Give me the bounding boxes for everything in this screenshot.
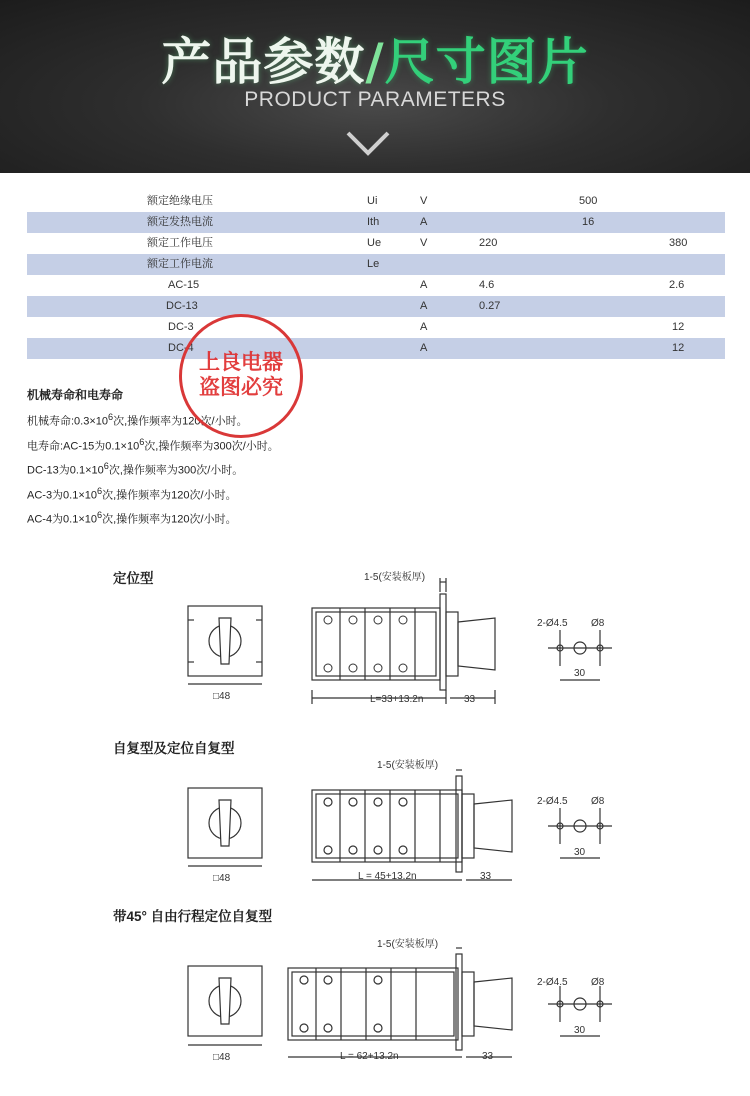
table-row: 额定工作电流 Le	[27, 254, 725, 275]
svg-text:L=33+13.2n: L=33+13.2n	[370, 694, 424, 705]
table-row: DC-3 A 12	[168, 321, 685, 333]
svg-text:30: 30	[574, 1025, 586, 1036]
svg-text:L = 62+13.2n: L = 62+13.2n	[340, 1051, 399, 1062]
svg-text:L = 45+13.2n: L = 45+13.2n	[358, 871, 417, 882]
svg-text:□48: □48	[213, 873, 231, 884]
life-heading: 机械寿命和电寿命	[27, 388, 124, 402]
table-row: 额定绝缘电压 Ui V 500	[147, 195, 598, 207]
svg-text:□48: □48	[213, 691, 231, 702]
header-banner	[0, 0, 750, 173]
svg-text:1-5(安装板厚): 1-5(安装板厚)	[364, 572, 426, 583]
page-subtitle: PRODUCT PARAMETERS	[244, 88, 506, 111]
dimension-drawing-3	[0, 936, 750, 1066]
drawing-title-3: 带45° 自由行程定位自复型	[113, 909, 273, 924]
life-line-4: AC-3为$0.1\times 10^6$次,操作频率为120次/小时。	[27, 485, 237, 502]
svg-text:Ø8: Ø8	[591, 977, 605, 988]
dimension-drawing-2	[0, 758, 750, 888]
life-line-3: DC-13为$0.1\times 10^6$次,操作频率为300次/小时。	[27, 461, 244, 477]
table-row: AC-15 A 4.6 2.6	[168, 279, 685, 291]
svg-text:30: 30	[574, 668, 586, 679]
svg-text:1-5(安装板厚): 1-5(安装板厚)	[377, 760, 439, 771]
svg-text:Ø8: Ø8	[591, 796, 605, 807]
watermark-stamp: 上良电器 盗图必究	[179, 314, 303, 438]
life-line-5: AC-4为$0.1\times 10^6$次,操作频率为120次/小时。	[27, 510, 237, 526]
svg-text:Ø8: Ø8	[591, 618, 605, 629]
svg-text:2-Ø4.5: 2-Ø4.5	[537, 618, 568, 629]
svg-text:33: 33	[464, 694, 476, 705]
drawing-title-1: 定位型	[113, 571, 154, 586]
svg-text:30: 30	[574, 847, 586, 858]
svg-text:1-5(安装板厚): 1-5(安装板厚)	[377, 939, 439, 950]
page-title: 产品参数/尺寸图片	[161, 33, 589, 91]
table-row: DC-13 A 0.27	[27, 296, 725, 317]
life-line-2: 电寿命:AC-15为$0.1\times 10^6$次,操作频率为300次/小时。	[27, 436, 279, 453]
table-row: DC-4 A 12	[27, 338, 725, 359]
svg-text:2-Ø4.5: 2-Ø4.5	[537, 796, 568, 807]
life-line-1: 机械寿命$:0.3\times 10^6$次,操作频率为120次/小时。	[27, 412, 248, 428]
drawing-title-2: 自复型及定位自复型	[113, 741, 235, 756]
parameter-table	[27, 191, 725, 359]
dimension-drawing-1	[0, 570, 750, 710]
svg-text:□48: □48	[213, 1052, 231, 1063]
table-row: 额定发热电流 Ith A 16	[27, 212, 725, 233]
table-row: 额定工作电压 Ue V 220 380	[147, 237, 688, 249]
chevron-down-icon	[345, 128, 391, 158]
svg-text:33: 33	[480, 871, 492, 882]
svg-text:33: 33	[482, 1051, 494, 1062]
svg-text:2-Ø4.5: 2-Ø4.5	[537, 977, 568, 988]
